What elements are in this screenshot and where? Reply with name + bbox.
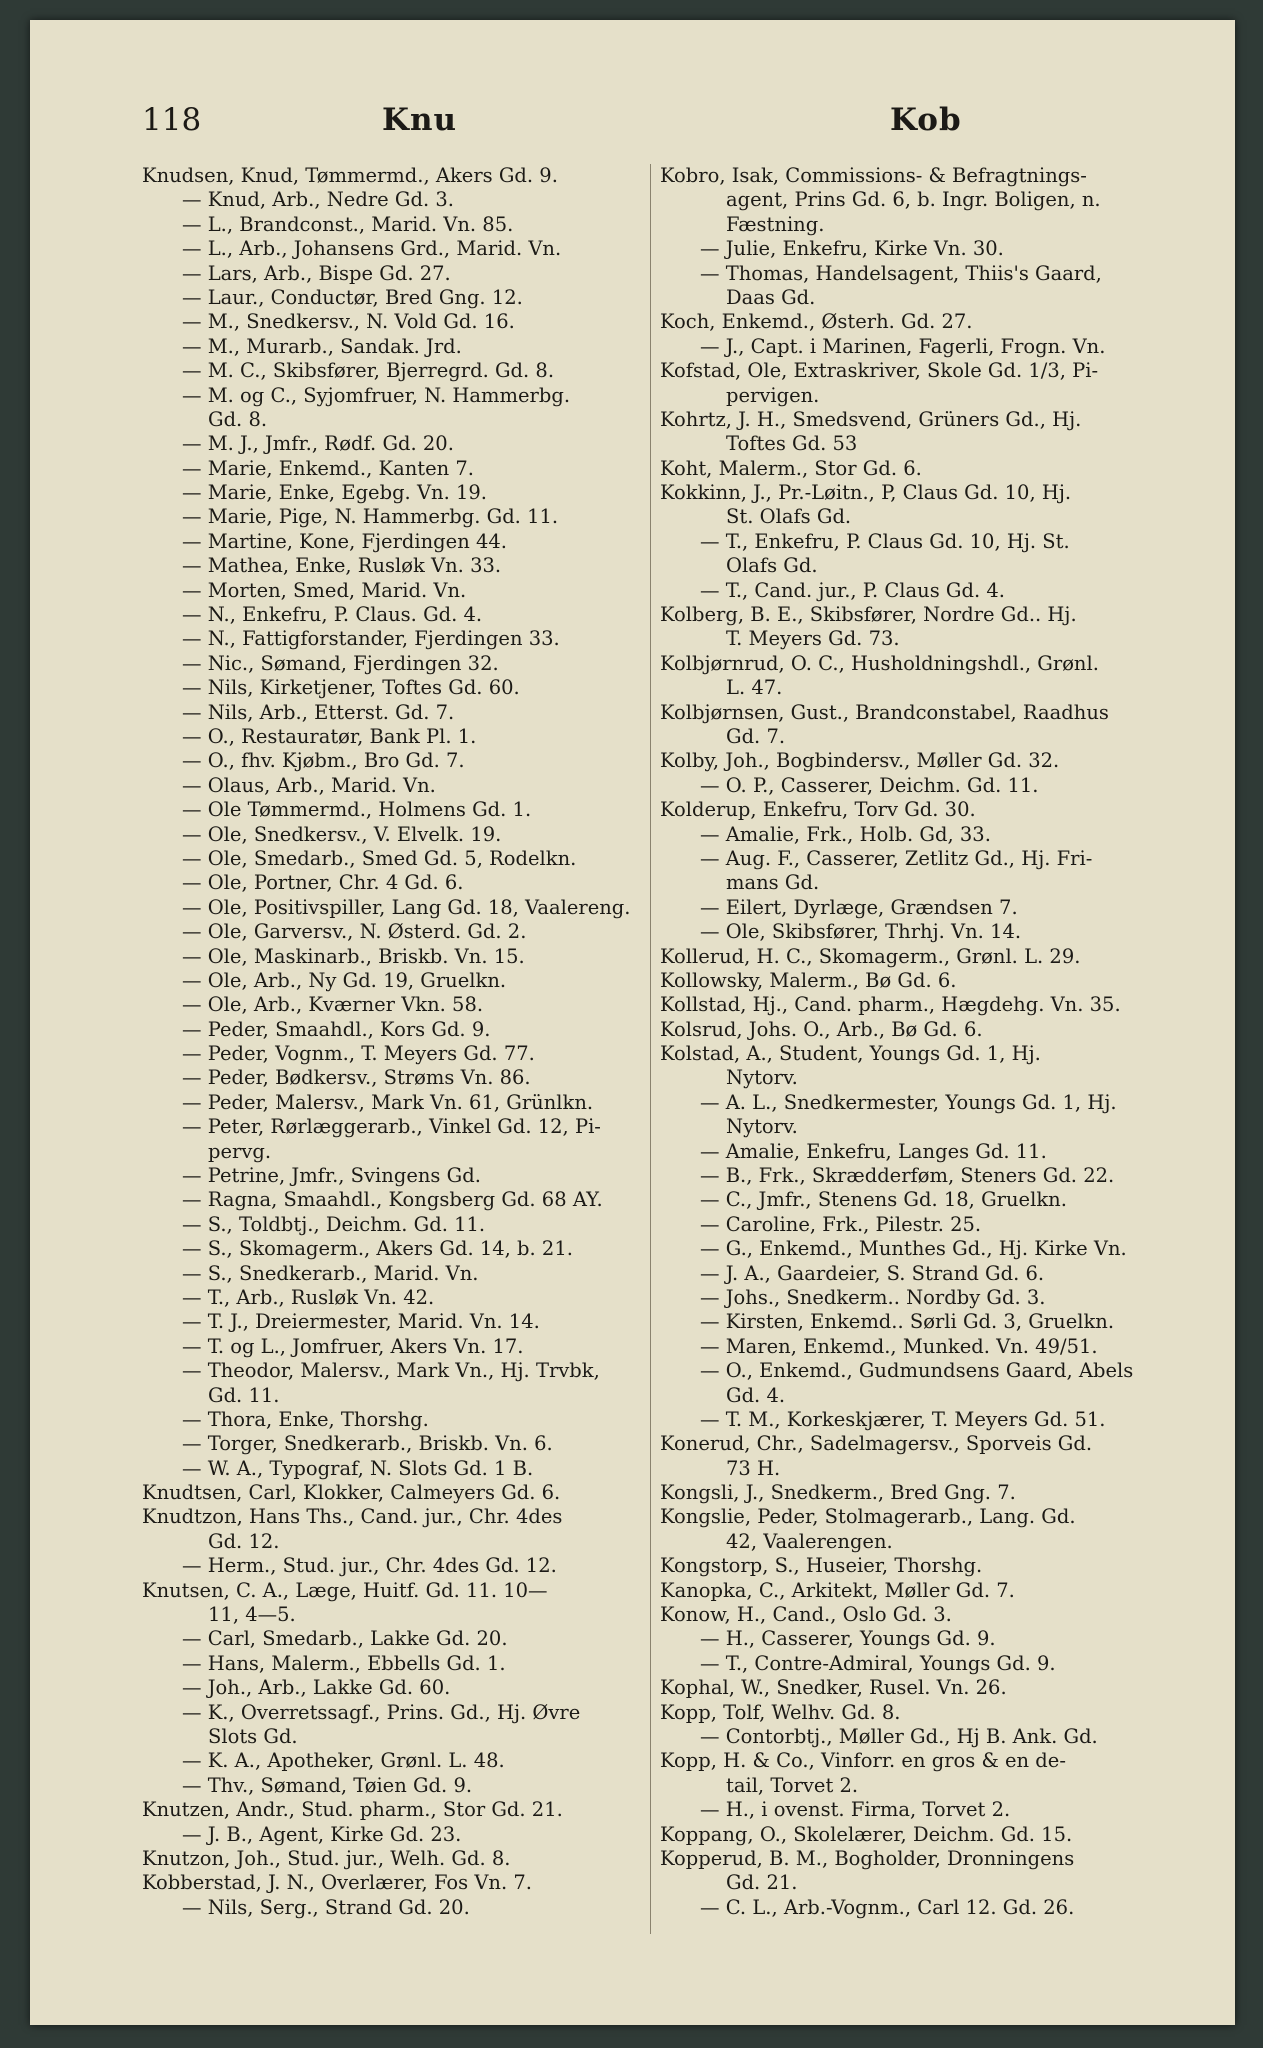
directory-line: — Peder, Bødkersv., Strøms Vn. 86. [182, 1066, 531, 1090]
directory-line: Kolberg, B. E., Skibsfører, Nordre Gd.. Hj. [660, 603, 1077, 627]
directory-line: — Caroline, Frk., Pilestr. 25. [700, 1212, 982, 1236]
directory-line: — Kirsten, Enkemd.. Sørli Gd. 3, Gruelkn. [700, 1310, 1115, 1334]
directory-line: pervigen. [726, 383, 820, 407]
directory-line: — T. J., Dreiermester, Marid. Vn. 14. [182, 1310, 540, 1334]
directory-line: Nytorv. [726, 1066, 798, 1090]
directory-line: Kolstad, A., Student, Youngs Gd. 1, Hj. [660, 1042, 1041, 1066]
directory-line: — J., Capt. i Marinen, Fagerli, Frogn. Vn. [700, 334, 1106, 358]
directory-line: — N., Enkefru, P. Claus. Gd. 4. [182, 603, 483, 627]
directory-line: Olafs Gd. [726, 554, 818, 578]
directory-line: — Ole, Arb., Ny Gd. 19, Gruelkn. [182, 968, 507, 992]
directory-line: Slots Gd. [208, 1725, 298, 1748]
directory-line: — Herm., Stud. jur., Chr. 4des Gd. 12. [182, 1554, 557, 1578]
directory-line: Koppang, O., Skolelærer, Deichm. Gd. 15. [660, 1822, 1073, 1846]
directory-line: Kolderup, Enkefru, Torv Gd. 30. [660, 798, 976, 822]
directory-line: — Peder, Smaahdl., Kors Gd. 9. [182, 1017, 491, 1041]
directory-line: — Laur., Conductør, Bred Gng. 12. [182, 285, 523, 309]
directory-line: — Peter, Rørlæggerarb., Vinkel Gd. 12, Pi- [182, 1115, 601, 1139]
directory-line: Kongsli, J., Snedkerm., Bred Gng. 7. [660, 1481, 1016, 1505]
column-divider [650, 164, 651, 1934]
directory-line: Nytorv. [726, 1115, 798, 1139]
directory-line: Kanopka, C., Arkitekt, Møller Gd. 7. [660, 1578, 1015, 1602]
directory-line: Gd. 21. [726, 1871, 798, 1895]
directory-line: pervg. [208, 1139, 272, 1163]
directory-line: — Ragna, Smaahdl., Kongsberg Gd. 68 AY. [182, 1188, 603, 1212]
directory-line: — Joh., Arb., Lakke Gd. 60. [182, 1676, 451, 1700]
directory-line: — K. A., Apotheker, Grønl. L. 48. [182, 1749, 505, 1773]
directory-line: — Ole, Garversv., N. Østerd. Gd. 2. [182, 920, 527, 944]
directory-line: L. 47. [726, 676, 783, 700]
directory-line: Knutzen, Andr., Stud. pharm., Stor Gd. 21. [142, 1798, 563, 1822]
directory-line: — Ole, Smedarb., Smed Gd. 5, Rodelkn. [182, 846, 577, 870]
directory-line: Kolbjørnsen, Gust., Brandconstabel, Raadhus [660, 700, 1109, 724]
directory-line: — Ole, Positivspiller, Lang Gd. 18, Vaalereng. [182, 895, 631, 919]
directory-line: — Theodor, Malersv., Mark Vn., Hj. Trvbk, [182, 1359, 600, 1383]
directory-line: Konow, H., Cand., Oslo Gd. 3. [660, 1603, 952, 1627]
directory-line: — H., i ovenst. Firma, Torvet 2. [700, 1798, 1011, 1822]
directory-line: — Knud, Arb., Nedre Gd. 3. [182, 188, 454, 212]
right-running-head: Kob [890, 102, 962, 138]
directory-line: — M., Snedkersv., N. Vold Gd. 16. [182, 310, 515, 334]
directory-line: — Marie, Pige, N. Hammerbg. Gd. 11. [182, 505, 559, 529]
directory-line: Kollowsky, Malerm., Bø Gd. 6. [660, 968, 957, 992]
directory-line: — W. A., Typograf, N. Slots Gd. 1 B. [182, 1456, 534, 1480]
directory-line: — Ole, Portner, Chr. 4 Gd. 6. [182, 871, 464, 895]
directory-line: — H., Casserer, Youngs Gd. 9. [700, 1627, 996, 1651]
directory-line: St. Olafs Gd. [726, 505, 852, 529]
directory-line: agent, Prins Gd. 6, b. Ingr. Boligen, n. [726, 188, 1101, 212]
directory-line: — T. M., Korkeskjærer, T. Meyers Gd. 51. [700, 1407, 1106, 1431]
directory-line: Kofstad, Ole, Extraskriver, Skole Gd. 1/3, Pi- [660, 359, 1099, 383]
directory-line: — Lars, Arb., Bispe Gd. 27. [182, 261, 451, 285]
left-column [142, 164, 662, 1920]
directory-line: — Thv., Sømand, Tøien Gd. 9. [182, 1773, 473, 1797]
directory-line: — J. A., Gaardeier, S. Strand Gd. 6. [700, 1261, 1045, 1285]
directory-line: — J. B., Agent, Kirke Gd. 23. [182, 1822, 462, 1846]
directory-line: — Julie, Enkefru, Kirke Vn. 30. [700, 237, 1004, 261]
directory-line: — Marie, Enkemd., Kanten 7. [182, 456, 474, 480]
directory-line: Kongslie, Peder, Stolmagerarb., Lang. Gd. [660, 1505, 1076, 1529]
directory-line: — Hans, Malerm., Ebbells Gd. 1. [182, 1651, 506, 1675]
directory-line: Kokkinn, J., Pr.-Løitn., P, Claus Gd. 10, Hj. [660, 481, 1072, 505]
directory-line: — Eilert, Dyrlæge, Grændsen 7. [700, 895, 1018, 919]
directory-line: Kobberstad, J. N., Overlærer, Fos Vn. 7. [142, 1871, 532, 1895]
directory-line: — O. P., Casserer, Deichm. Gd. 11. [700, 773, 1039, 797]
directory-line: — N., Fattigforstander, Fjerdingen 33. [182, 627, 560, 651]
directory-line: Knudsen, Knud, Tømmermd., Akers Gd. 9. [142, 164, 558, 187]
directory-line: — M. og C., Syjomfruer, N. Hammerbg. [182, 383, 571, 407]
directory-line: Kohrtz, J. H., Smedsvend, Grüners Gd., Hj. [660, 407, 1082, 431]
directory-line: — T., Contre-Admiral, Youngs Gd. 9. [700, 1651, 1056, 1675]
directory-line: Knudtsen, Carl, Klokker, Calmeyers Gd. 6. [142, 1481, 561, 1505]
directory-line: — Nils, Serg., Strand Gd. 20. [182, 1895, 470, 1919]
directory-line: — Torger, Snedkerarb., Briskb. Vn. 6. [182, 1432, 553, 1456]
directory-line: — O., Enkemd., Gudmundsens Gaard, Abels [700, 1359, 1134, 1383]
directory-line: — Martine, Kone, Fjerdingen 44. [182, 529, 507, 553]
directory-line: — T., Enkefru, P. Claus Gd. 10, Hj. St. [700, 529, 1070, 553]
directory-line: — Thora, Enke, Thorshg. [182, 1407, 429, 1431]
directory-line: — Maren, Enkemd., Munked. Vn. 49/51. [700, 1334, 1098, 1358]
directory-line: Knutsen, C. A., Læge, Huitf. Gd. 11. 10— [142, 1578, 548, 1602]
directory-line: 42, Vaalerengen. [726, 1529, 893, 1553]
directory-line: — Ole, Snedkersv., V. Elvelk. 19. [182, 822, 502, 846]
directory-line: — L., Brandconst., Marid. Vn. 85. [182, 212, 514, 236]
directory-line: — Ole, Skibsfører, Thrhj. Vn. 14. [700, 920, 1022, 944]
directory-line: Gd. 7. [726, 724, 786, 748]
directory-line: Kobro, Isak, Commissions- & Befragtnings- [660, 164, 1087, 187]
directory-line: — Ole Tømmermd., Holmens Gd. 1. [182, 798, 532, 822]
right-column [660, 164, 1208, 1920]
directory-line: — Ole, Maskinarb., Briskb. Vn. 15. [182, 944, 525, 968]
directory-line: — Marie, Enke, Egebg. Vn. 19. [182, 481, 488, 505]
directory-line: — Amalie, Frk., Holb. Gd, 33. [700, 822, 991, 846]
directory-line: — Morten, Smed, Marid. Vn. [182, 578, 467, 602]
directory-line: Kophal, W., Snedker, Rusel. Vn. 26. [660, 1676, 1007, 1700]
directory-line: Knutzon, Joh., Stud. jur., Welh. Gd. 8. [142, 1846, 511, 1870]
page-number: 118 [142, 102, 202, 138]
directory-line: tail, Torvet 2. [726, 1773, 859, 1797]
left-running-head: Knu [382, 102, 458, 138]
directory-line: T. Meyers Gd. 73. [726, 627, 900, 651]
directory-line: Kollstad, Hj., Cand. pharm., Hægdehg. Vn. 35. [660, 993, 1121, 1017]
directory-line: Gd. 4. [726, 1383, 786, 1407]
directory-line: Kolby, Joh., Bogbindersv., Møller Gd. 32. [660, 749, 1060, 773]
directory-line: — O., Restauratør, Bank Pl. 1. [182, 724, 477, 748]
directory-line: Koch, Enkemd., Østerh. Gd. 27. [660, 310, 973, 334]
directory-line: — B., Frk., Skrædderføm, Steners Gd. 22. [700, 1164, 1115, 1188]
directory-line: — C., Jmfr., Stenens Gd. 18, Gruelkn. [700, 1188, 1067, 1212]
directory-line: Toftes Gd. 53 [726, 432, 858, 456]
directory-line: Knudtzon, Hans Ths., Cand. jur., Chr. 4des [142, 1505, 563, 1529]
directory-line: — L., Arb., Johansens Grd., Marid. Vn. [182, 237, 562, 261]
directory-line: — Carl, Smedarb., Lakke Gd. 20. [182, 1627, 508, 1651]
directory-line: — Ole, Arb., Kværner Vkn. 58. [182, 993, 484, 1017]
directory-line: Gd. 12. [208, 1529, 280, 1553]
directory-line: — K., Overretssagf., Prins. Gd., Hj. Øvre [182, 1700, 581, 1724]
directory-line: — M. C., Skibsfører, Bjerregrd. Gd. 8. [182, 359, 555, 383]
directory-line: Kollerud, H. C., Skomagerm., Grønl. L. 29. [660, 944, 1081, 968]
directory-line: Fæstning. [726, 212, 825, 236]
directory-line: — Peder, Malersv., Mark Vn. 61, Grünlkn. [182, 1090, 594, 1114]
directory-line: 11, 4—5. [208, 1603, 296, 1627]
directory-line: Gd. 8. [208, 407, 268, 431]
directory-line: Kopp, H. & Co., Vinforr. en gros & en de- [660, 1749, 1066, 1773]
directory-line: Koht, Malerm., Stor Gd. 6. [660, 456, 922, 480]
directory-line: 73 H. [726, 1456, 781, 1480]
directory-line: Kolbjørnrud, O. C., Husholdningshdl., Grønl. [660, 651, 1099, 675]
directory-page [30, 20, 1235, 2025]
directory-line: — S., Toldbtj., Deichm. Gd. 11. [182, 1212, 486, 1236]
directory-line: — T. og L., Jomfruer, Akers Vn. 17. [182, 1334, 524, 1358]
directory-line: — Nils, Arb., Etterst. Gd. 7. [182, 700, 455, 724]
directory-line: — Nils, Kirketjener, Toftes Gd. 60. [182, 676, 520, 700]
directory-line: — Thomas, Handelsagent, Thiis's Gaard, [700, 261, 1102, 285]
directory-line: — Olaus, Arb., Marid. Vn. [182, 773, 436, 797]
directory-line: — Mathea, Enke, Rusløk Vn. 33. [182, 554, 502, 578]
directory-line: Konerud, Chr., Sadelmagersv., Sporveis Gd. [660, 1432, 1093, 1456]
directory-line: — O., fhv. Kjøbm., Bro Gd. 7. [182, 749, 465, 773]
directory-line: — M., Murarb., Sandak. Jrd. [182, 334, 462, 358]
directory-line: — G., Enkemd., Munthes Gd., Hj. Kirke Vn. [700, 1237, 1127, 1261]
directory-line: — S., Snedkerarb., Marid. Vn. [182, 1261, 479, 1285]
directory-line: Kolsrud, Johs. O., Arb., Bø Gd. 6. [660, 1017, 983, 1041]
directory-line: — Aug. F., Casserer, Zetlitz Gd., Hj. Fri- [700, 846, 1093, 870]
directory-line: Kongstorp, S., Huseier, Thorshg. [660, 1554, 983, 1578]
directory-line: Kopperud, B. M., Bogholder, Dronningens [660, 1846, 1075, 1870]
directory-line: mans Gd. [726, 871, 820, 895]
directory-line: — Petrine, Jmfr., Svingens Gd. [182, 1164, 481, 1188]
directory-line: Kopp, Tolf, Welhv. Gd. 8. [660, 1700, 901, 1724]
directory-line: Gd. 11. [208, 1383, 280, 1407]
directory-line: — Nic., Sømand, Fjerdingen 32. [182, 651, 499, 675]
directory-line: — A. L., Snedkermester, Youngs Gd. 1, Hj. [700, 1090, 1117, 1114]
directory-line: Daas Gd. [726, 285, 816, 309]
directory-line: — M. J., Jmfr., Rødf. Gd. 20. [182, 432, 454, 456]
directory-line: — C. L., Arb.-Vognm., Carl 12. Gd. 26. [700, 1895, 1075, 1919]
directory-line: — S., Skomagerm., Akers Gd. 14, b. 21. [182, 1237, 573, 1261]
directory-line: — Contorbtj., Møller Gd., Hj B. Ank. Gd. [700, 1725, 1098, 1748]
directory-line: — T., Arb., Rusløk Vn. 42. [182, 1285, 435, 1309]
directory-line: — Johs., Snedkerm.. Nordby Gd. 3. [700, 1285, 1046, 1309]
directory-line: — Peder, Vognm., T. Meyers Gd. 77. [182, 1042, 535, 1066]
directory-line: — Amalie, Enkefru, Langes Gd. 11. [700, 1139, 1047, 1163]
directory-line: — T., Cand. jur., P. Claus Gd. 4. [700, 578, 1005, 602]
